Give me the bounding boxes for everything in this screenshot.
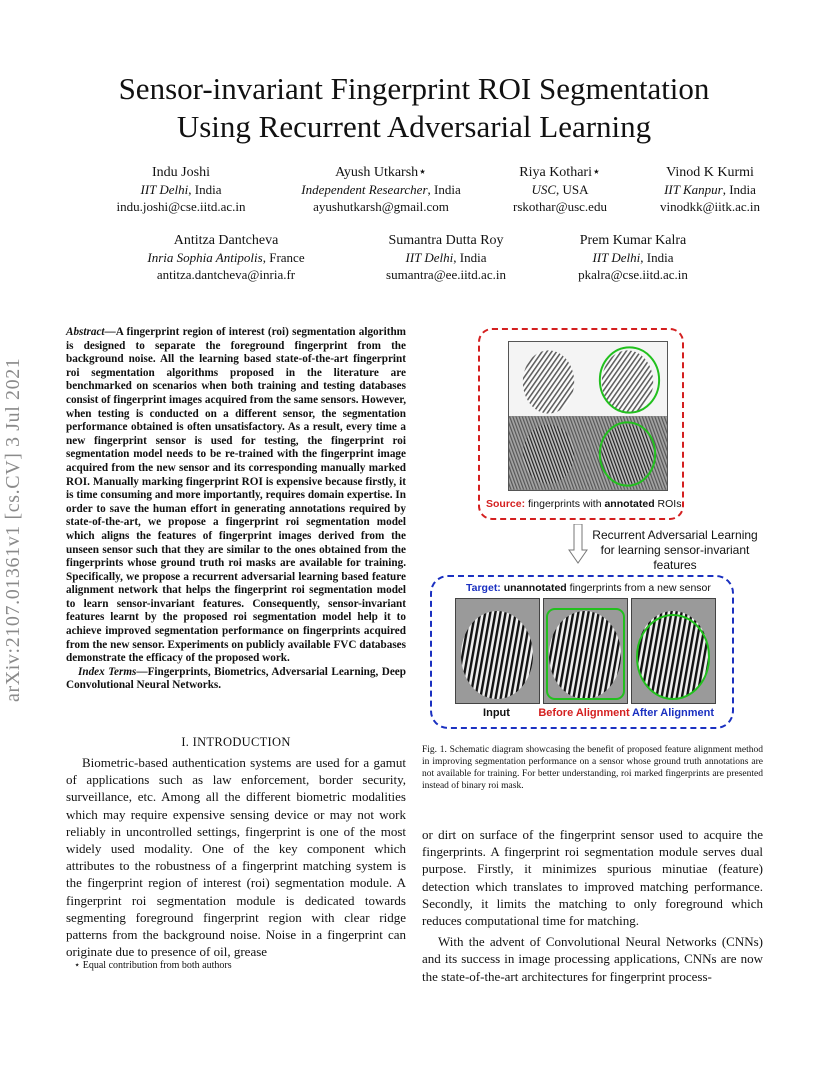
intro-right-column [422, 826, 763, 985]
intro-paragraph-right-1: or dirt on surface of the fingerprint sensor used to acquire the fingerprints. A fingerprint roi segmentation module serves dual purpose. Firstly, it minimizes spurious minutiae (feature) detection which translates to improved matching performance. Secondly, it limits the matching to only foreground which reduces computational time for matching. [422, 827, 763, 929]
author-affiliation: IIT Delhi, India [592, 250, 674, 265]
arxiv-identifier: arXiv:2107.01361v1 [cs.CV] 3 Jul 2021 [2, 357, 24, 703]
author-block [136, 232, 316, 283]
author-name: Ayush Utkarsh⋆ [335, 165, 427, 180]
index-terms: Index Terms—Fingerprints, Biometrics, Adversarial Learning, Deep Convolutional Neural Networks. [66, 665, 406, 692]
author-block [496, 164, 624, 215]
author-block [560, 232, 706, 283]
author-affiliation: USC, USA [531, 182, 589, 197]
intro-paragraph-right-2: With the advent of Convolutional Neural Networks (CNNs) and its success in image processing applications, CNNs are now the state-of-the-art architectures for fingerprint process- [422, 934, 763, 984]
author-affiliation: IIT Delhi, India [140, 182, 222, 197]
abstract-lead: Abstract [66, 326, 105, 338]
title-line-1: Sensor-invariant Fingerprint ROI Segmentation [118, 71, 710, 106]
author-block [106, 164, 256, 215]
author-email: indu.joshi@cse.iitd.ac.in [116, 199, 246, 214]
down-arrow-icon [568, 524, 588, 564]
figure-caption: Fig. 1. Schematic diagram showcasing the benefit of proposed feature alignment method in improving segmentation performance on a sensor whose ground truth annotations are not available for training. For better understanding, roi marked fingerprints are presented instead of binary roi mask. [422, 745, 763, 791]
author-email: rskothar@usc.edu [513, 199, 607, 214]
author-block [286, 164, 476, 215]
fingerprint-image-annotated [588, 342, 667, 416]
abstract [66, 326, 406, 693]
label-before-alignment: Before Alignment [538, 707, 630, 719]
label-after-alignment: After Alignment [631, 707, 715, 719]
author-affiliation: IIT Delhi, India [405, 250, 487, 265]
source-fingerprint-grid [508, 341, 668, 491]
author-email: vinodkk@iitk.ac.in [659, 199, 761, 214]
author-block [650, 164, 770, 215]
title-line-2: Using Recurrent Adversarial Learning [176, 109, 652, 144]
author-block [366, 232, 526, 283]
section-heading: I. INTRODUCTION [181, 735, 291, 749]
author-affiliation: IIT Kanpur, India [664, 182, 756, 197]
target-after-alignment-image [631, 598, 716, 704]
target-label: Target: unannotated fingerprints from a new sensor [466, 582, 711, 594]
author-name: Vinod K Kurmi [666, 165, 754, 180]
author-name: Indu Joshi [152, 165, 210, 180]
author-name: Prem Kumar Kalra [579, 233, 687, 248]
target-before-alignment-image [543, 598, 628, 704]
paper-title [60, 70, 768, 146]
target-input-image [455, 598, 540, 704]
author-name: Antitza Dantcheva [173, 233, 279, 248]
author-email: pkalra@cse.iitd.ac.in [578, 267, 688, 282]
arrow-text: Recurrent Adversarial Learning for learning sensor-invariant features [592, 528, 758, 572]
footnote: ⋆ Equal contribution from both authors [74, 960, 232, 971]
fingerprint-image [509, 342, 588, 416]
intro-paragraph-left: Biometric-based authentication systems are used for a gamut of applications such as law enforcement, border security, surveillance, etc. Among all the different biometric modalities which may require expensive sensing device or may not work reliably in uncontrolled settings, fingerprint is one of the most widely used modality. One of the key component which attributes to the robustness of a fingerprint matching system is the fingerprint region of interest (roi) segmentation module. A fingerprint roi segmentation module is dedicated towards segmenting foreground fingerprint region with clear ridge patterns from the background noise. Noise in a fingerprint can originate due to presence of oil, grease [66, 755, 406, 960]
abstract-text: —A fingerprint region of interest (roi) segmentation algorithm is designed to separate the foreground fingerprint from the background noise. All the learning based state-of-the-art fingerprint roi segmentation algorithms proposed in the literature are benchmarked on scenarios when both training and testing databases consist of fingerprint images acquired from the same sensors. However, when testing is conducted on a different sensor, the segmentation performance obtained is often unsatisfactory. As a result, every time a new fingerprint sensor is used for testing, the fingerprint roi segmentation model needs to be re-trained with the fingerprint image acquired from the new sensor and its corresponding manually marked ROI. Manually marking fingerprint ROI is expensive because firstly, it is time consuming and more importantly, requires domain expertise. In order to save the human effort in generating annotations required by state-of-the-art, we propose a fingerprint roi segmentation model which aligns the features of fingerprint images derived from the unseen sensor such that they are similar to the ones obtained from the fingerprints whose ground truth roi masks are available for training. Specifically, we propose a recurrent adversarial learning based feature alignment network that helps the fingerprint roi segmentation model to learn sensor-invariant features. Consequently, sensor-invariant features learnt by the proposed roi segmentation model help it to achieve improved segmentation performance on fingerprints acquired from the new sensor. Experiments on publicly available FVC databases demonstrate the efficacy of the proposed work. [66, 326, 406, 665]
author-affiliation: Inria Sophia Antipolis, France [147, 250, 305, 265]
author-name: Sumantra Dutta Roy [388, 233, 504, 248]
author-email: ayushutkarsh@gmail.com [313, 199, 449, 214]
author-email: sumantra@ee.iitd.ac.in [386, 267, 506, 282]
source-label: Source: fingerprints with annotated ROIs [486, 498, 682, 510]
author-name: Riya Kothari⋆ [519, 165, 601, 180]
fingerprint-image-annotated [588, 416, 667, 490]
author-email: antitza.dantcheva@inria.fr [156, 267, 296, 282]
author-affiliation: Independent Researcher, India [301, 182, 461, 197]
fingerprint-image [509, 416, 588, 490]
label-input: Input [483, 707, 510, 719]
